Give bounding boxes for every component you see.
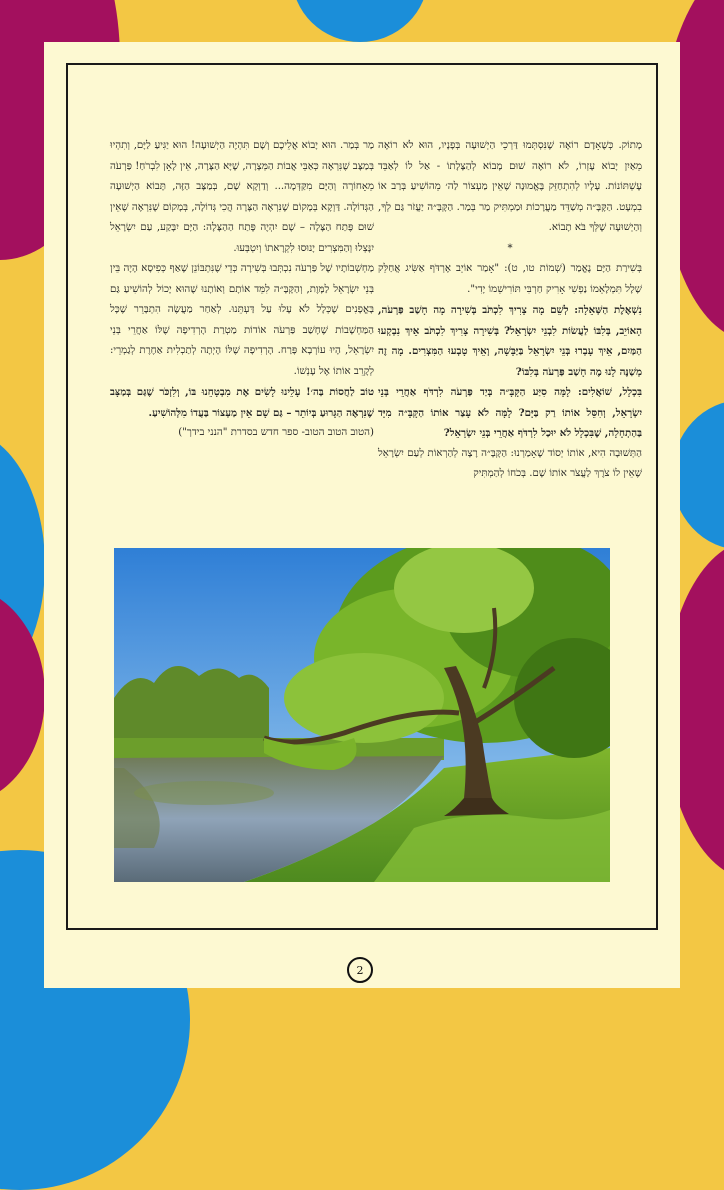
paragraph: מַר בְּמַר. הוּא יָבוֹא אֲלֵיכֶם וְשָׁם תִּהְיֶה הַיְשׁוּעָה! הוּא יַגִּיעַ לַיָּם, וְתִהְיוּ בְּמַצָּב שֶׁנִּרְאֶה כְּאַבֵּי אֲבוֹת הַמְּצָרָה, שֶׁיָּא הַצָּרָה, אֵין לָאָן לִבְרֹחַ! פַּרְעֹה מֵאָחוֹרָה וְהַיָּם מִקַּדְּמָה... וְדַוְקָא שָׁם, בְּמַצָּב הַזֶּה, תָּבוֹא הַיְשׁוּעָה הַגְּדוֹלָה. דַּוְקָא בְּמָקוֹם שֶׁנִּרְאֶה הַצָּרָה הֲכִי גְּדוֹלָה, בְּמָקוֹם שֶׁנִּרְאֶה שֶׁאֵין שׁוּם פֶּתַח הַצָּלָה – שָׁם יִהְיֶה פֶּתַח הַהַצָּלָה: הַיָּם יִבָּקַע, עַם יִשְׂרָאֵל יִנָּצְלוּ וְהַמִּצְרִים יָנוּסוּ לִקְרָאתוֹ וְיִטְבְּעוּ.	[110, 140, 374, 254]
paragraph: הַתְּשׁוּבָה הִיא, אוֹתוֹ יְסוֹד שֶׁאָמַרְנוּ: הַקָּבָּ״ה רָצָה לְהַרְאוֹת לְעַם יִשְׂרָאֵל שֶׁאֵין לוֹ צֹרֶךְ לַעֲצֹר אוֹתוֹ שָׁם. בְּכֹחוֹ לְהַמְתִּיק	[378, 447, 642, 479]
paragraph-bold: בִּכְלָל, שׁוֹאֲלִים: לָמָּה סִיַּע הַקָּבָּ״ה בְּיַד פַּרְעֹה לִרְדֹּף אַחֲרֵי בְּנֵי יִשְׂרָאֵל, וְחִסֵּל אוֹתוֹ רַק בַּיָּם? לָמָּה לֹא עָצַר אוֹתוֹ הַקָּבָּ״ה מִיָּד בַּהַתְחָלָה, שֶׁבִּכְלָל לֹא יוּכַל לִרְדֹּף אַחֲרֵי בְּנֵי יִשְׂרָאֵל?	[378, 386, 642, 439]
paragraph-bold: נִשְׁאֶלֶת הַשְּׁאֵלָה: לְשֵׁם מָה צָרִיךְ לִכְתֹּב בְּשִׁירָה מָה חָשַׁב פַּרְעֹה, הָאוֹיֵב, בְּלִבּוֹ לַעֲשׂוֹת לִבְנֵי יִשְׂרָאֵל? בְּשִׁירָה צָרִיךְ לִכְתֹּב אֵיךְ נִבְקְעוּ הַמַּיִם, אֵיךְ עָבְרוּ בְּנֵי יִשְׂרָאֵל בַּיַּבָּשָׁה, וְאֵיךְ טָבְעוּ הַמִּצְרִים. מָה זֶה מְשַׁנֶּה לָנוּ מֶה חָשַׁב פַּרְעֹה בְּלִבּוֹ?	[378, 304, 642, 378]
page-number: 2	[347, 957, 373, 983]
text-column-right	[378, 136, 642, 485]
section-divider-star: *	[507, 242, 513, 254]
text-column-left	[110, 136, 374, 444]
source-credit: (הטוב הטוב הטוב- ספר חדש בסדרת "הנני בידך")	[178, 427, 374, 438]
paragraph-bold: טוֹב לַחֲסוֹת בַּה׳! עָלֵינוּ לָשִׂים אֶת מִבְטָחֵנוּ בּוֹ, וְלִזְכֹּר שֶׁגַּם בְּמַצָּב שֶׁנִּרְאֶה הַגָּרוּעַ בְּיוֹתֵר – גַּם שָׁם אֵין מַעְצוֹר בַּעֲדוֹ מִלְּהוֹשִׁיעַ.	[110, 386, 374, 419]
paragraph: מַחְשְׁבוֹתָיו שֶׁל פַּרְעֹה נִכְתְּבוּ בְּשִׁירָה כְּדֵי שֶׁנִּתְבּוֹנֵן שֶׁאַף כְּפִיסָא הָיָה בֵּין בְּנֵי יִשְׂרָאֵל לַמָּוֶת, וְהַקָּבָּ״ה לִמֵּד אוֹתָם וְאוֹתָנוּ שֶׁהוּא יָכוֹל לְהוֹשִׁיעַ גַּם בָּאֳפָנִים שֶׁכְּלָל לֹא עָלוּ עַל דַּעְתֵּנוּ. לְאַחַר מַעֲשֶׂה הִתְבָּרֵר שֶׁכָּל הַמַּחְשָׁבוֹת שֶׁחָשַׁב פַּרְעֹה אוֹדוֹת מַטְרַת הָרְדִיפָה שֶׁלּוֹ אַחֲרֵי בְּנֵי יִשְׂרָאֵל, הָיוּ עוֹרְבָא פָּרַח. הָרְדִיפָה שֶׁלּוֹ הָיְתָה לְתַכְלִית אַחֶרֶת לְגַמְרֵי: לְקָרֵב אוֹתוֹ אֶל עָנְשׁוֹ.	[110, 263, 374, 377]
paragraph: בְּשִׁירַת הַיָּם נֶאֱמַר (שְׁמוֹת טו, ט): "אָמַר אוֹיֵב אֶרְדֹּף אַשִּׂיג אֲחַלֵּק שָׁלָל תִּמְלָאֵמוֹ נַפְשִׁי אָרִיק חַרְבִּי תּוֹרִישֵׁמוֹ יָדִי".	[378, 263, 642, 295]
river-tree-photo	[114, 548, 610, 882]
paragraph: מָתוֹק. כְּשֶׁאָדָם רוֹאֶה שֶׁנִּסְתְּמוּ דַּרְכֵי הַיְשׁוּעָה בְּפָנָיו, הוּא לֹא רוֹאֶה מֵאַיִן יָבוֹא עֶזְרוֹ, לֹא רוֹאֶה שׁוּם מָבוֹא לְהַצָּלָתוֹ - אַל לוֹ לְאַבֵּד עֶשְׁתּוֹנוֹת. עָלָיו לְהִתְחַזֵּק בֶּאֱמוּנָה שֶׁאֵין מַעְצוֹר לַה׳ מֵהוֹשִׁיעַ בְּרַב אוֹ בִמְעָט. הַקָּבָּ״ה מְשַׁדֵּד מַעֲרָכוֹת וּמַמְתִּיק מַר בְּמַר. הַקָּבָּ״ה יַעֲזֹר גַּם לְךָ, וְהַיְשׁוּעָה שֶׁלְּךָ בֹּא תָבוֹא.	[378, 140, 642, 233]
bg-blob-blue-top	[292, 0, 428, 42]
